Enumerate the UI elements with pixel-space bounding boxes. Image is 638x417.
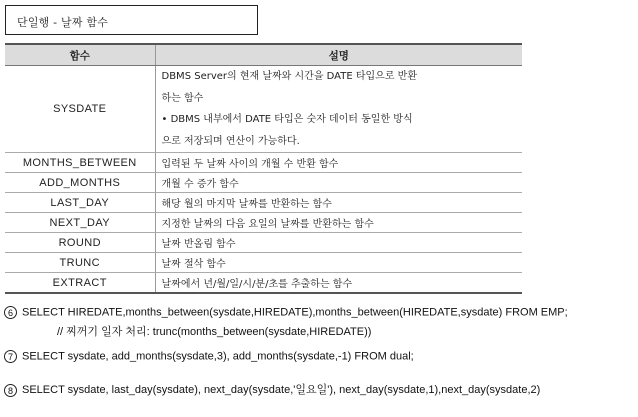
- circled-number: 7: [4, 350, 17, 363]
- description-line: 으로 저장되며 연산이 가능하다.: [161, 135, 300, 147]
- function-description: 날짜 절삭 함수: [155, 253, 522, 273]
- table-header-row: [5, 44, 522, 66]
- function-table: [5, 43, 522, 294]
- description-line: DBMS Server의 현재 날짜와 시간을 DATE 타입으로 반환: [161, 71, 417, 82]
- page-title: 단일행 - 날짜 함수: [17, 16, 109, 29]
- function-description: 개월 수 증가 함수: [155, 173, 522, 193]
- table-row: [5, 153, 522, 173]
- header-function: 함수: [5, 44, 155, 66]
- title-box: [5, 5, 258, 35]
- function-description: 입력된 두 날짜 사이의 개월 수 반환 함수: [155, 153, 522, 173]
- table-row: [5, 273, 522, 294]
- table-row: [5, 253, 522, 273]
- function-description: 날짜 반올림 함수: [155, 233, 522, 253]
- table-row: [5, 233, 522, 253]
- circled-number: 8: [4, 384, 17, 397]
- function-name: ADD_MONTHS: [5, 173, 155, 193]
- sql-text: SELECT sysdate, last_day(sysdate), next_day(sysdate,'일요일'), next_day(sysdate,1),next_day(sysdate,2): [22, 384, 541, 396]
- sql-statement-8: [4, 381, 540, 397]
- header-description: 설명: [155, 44, 522, 66]
- sql-statement-7: [4, 350, 414, 363]
- function-description: [155, 66, 522, 153]
- function-name: SYSDATE: [5, 66, 155, 153]
- function-name: ROUND: [5, 233, 155, 253]
- table-row: [5, 66, 522, 153]
- table-row: [5, 193, 522, 213]
- function-name: EXTRACT: [5, 273, 155, 294]
- table-row: [5, 173, 522, 193]
- function-name: TRUNC: [5, 253, 155, 273]
- table-row: [5, 213, 522, 233]
- function-name: MONTHS_BETWEEN: [5, 153, 155, 173]
- function-name: NEXT_DAY: [5, 213, 155, 233]
- function-description: 지정한 날짜의 다음 요일의 날짜를 반환하는 함수: [155, 213, 522, 233]
- sql-text: SELECT sysdate, add_months(sysdate,3), add_months(sysdate,-1) FROM dual;: [22, 350, 414, 363]
- function-description: 해당 월의 마지막 날짜를 반환하는 함수: [155, 193, 522, 213]
- description-line: 하는 함수: [161, 92, 204, 104]
- sql-statement-6: [4, 306, 568, 319]
- description-line: • DBMS 내부에서 DATE 타입은 숫자 데이터 동일한 방식: [161, 114, 413, 125]
- function-name: LAST_DAY: [5, 193, 155, 213]
- circled-number: 6: [4, 306, 17, 319]
- function-description: 날짜에서 년/월/일/시/분/초를 추출하는 함수: [155, 273, 522, 294]
- sql-comment: // 찌꺼기 일자 처리: trunc(months_between(sysdate,HIREDATE)): [57, 326, 372, 338]
- sql-text: SELECT HIREDATE,months_between(sysdate,HIREDATE),months_between(HIREDATE,sysdate) FROM EMP;: [22, 306, 568, 319]
